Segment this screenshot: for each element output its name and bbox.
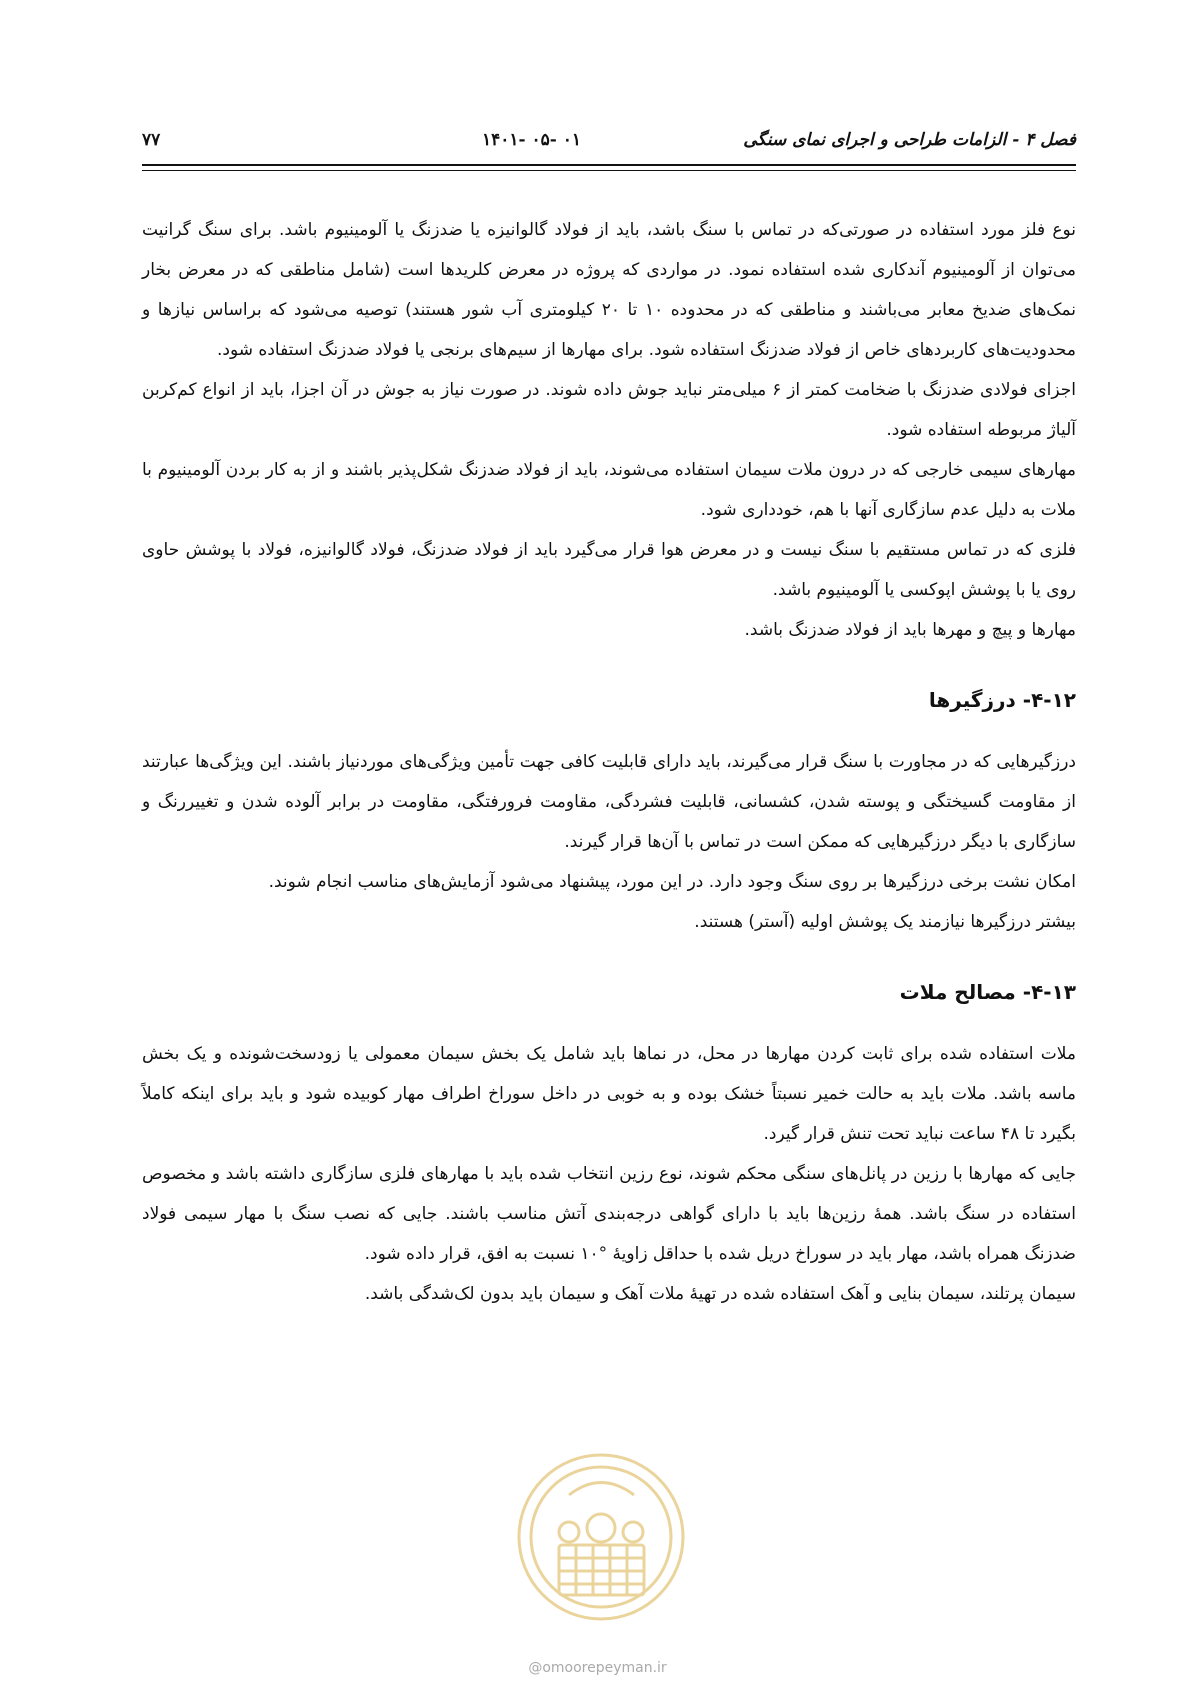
paragraph: مهارها و پیچ و مهرها باید از فولاد ضدزنگ باشد. bbox=[744, 620, 1076, 640]
seal-stamp-icon bbox=[514, 1450, 689, 1625]
section-heading-mortar: ۴-۱۳- مصالح ملات bbox=[899, 980, 1076, 1004]
header-date: ۰۱ -۰۵ -۱۴۰۱ bbox=[482, 130, 582, 150]
page-header bbox=[142, 122, 1076, 156]
paragraph: امکان نشت برخی درزگیرها بر روی سنگ وجود دارد. در این مورد، پیشنهاد می‌شود آزمایش‌های مناسب انجام شوند. bbox=[268, 872, 1076, 892]
paragraph: نوع فلز مورد استفاده در صورتی‌که در تماس با سنگ باشد، باید از فولاد گالوانیزه یا ضدزنگ یا آلومینیوم باشد. برای سنگ گرانیت می‌توان از آلومینیوم آندکاری شده استفاده نمود. در مواردی که پروژه در معرض کلریدها است (شامل مناطقی که در معرض بخار نمک‌های ضدیخ معابر می‌باشند و مناطقی که در محدوده ۱۰ تا ۲۰ کیلومتری آب شور هستند) توصیه می‌شود که براساس نیازها و محدودیت‌های کاربردهای خاص از فولاد ضدزنگ استفاده شود. برای مهارها از سیم‌های برنجی یا فولاد ضدزنگ استفاده شود. bbox=[142, 220, 1077, 360]
paragraph: بیشتر درزگیرها نیازمند یک پوشش اولیه (آستر) هستند. bbox=[694, 912, 1076, 932]
chapter-title: فصل ۴ - الزامات طراحی و اجرای نمای سنگی bbox=[743, 130, 1076, 150]
paragraph: سیمان پرتلند، سیمان بنایی و آهک استفاده شده در تهیهٔ ملات آهک و سیمان باید بدون لک‌شدگی باشد. bbox=[364, 1284, 1076, 1304]
header-rule-thin bbox=[142, 170, 1076, 171]
main-content bbox=[142, 210, 1076, 1314]
paragraph: مهارهای سیمی خارجی که در درون ملات سیمان استفاده می‌شوند، باید از فولاد ضدزنگ شکل‌پذیر باشند و از به کار بردن آلومینیوم با ملات به دلیل عدم سازگاری آنها با هم، خودداری شود. bbox=[142, 460, 1076, 520]
paragraph: اجزای فولادی ضدزنگ با ضخامت کمتر از ۶ میلی‌متر نباید جوش داده شوند. در صورت نیاز به جوش در آن اجزا، باید از انواع کم‌کربن آلیاژ مربوطه استفاده شود. bbox=[142, 380, 1077, 440]
page-number: ۷۷ bbox=[142, 130, 161, 150]
watermark-text: @omoorepeyman.ir bbox=[528, 1660, 667, 1676]
section-heading-sealants: ۴-۱۲- درزگیرها bbox=[928, 688, 1076, 712]
paragraph: فلزی که در تماس مستقیم با سنگ نیست و در معرض هوا قرار می‌گیرد باید از فولاد ضدزنگ، فولاد گالوانیزه، فولاد با پوشش حاوی روی یا با پوشش اپوکسی یا آلومینیوم باشد. bbox=[142, 540, 1076, 600]
paragraph: ملات استفاده شده برای ثابت کردن مهارها در محل، در نماها باید شامل یک بخش سیمان معمولی یا زودسخت‌شونده و یک بخش ماسه باشد. ملات باید به حالت خمیر نسبتاً خشک بوده و به خوبی در داخل سوراخ اطراف مهار کوبیده شود و باید برای اینکه کاملاً بگیرد تا ۴۸ ساعت نباید تحت تنش قرار گیرد. bbox=[142, 1044, 1076, 1144]
paragraph: جایی که مهارها با رزین در پانل‌های سنگی محکم شوند، نوع رزین انتخاب شده باید با مهارهای فلزی سازگاری داشته باشد و مخصوص استفاده در سنگ باشد. همهٔ رزین‌ها باید با دارای گواهی درجه‌بندی آتش مناسب باشند. جایی که نصب سنگ با مهار سیمی فولاد ضدزنگ همراه باشد، مهار باید در سوراخ دریل شده با حداقل زاویهٔ °۱۰ نسبت به افق، قرار داده شود. bbox=[142, 1164, 1076, 1264]
paragraph: درزگیرهایی که در مجاورت با سنگ قرار می‌گیرند، باید دارای قابلیت کافی جهت تأمین ویژگی‌های موردنیاز باشند. این ویژگی‌ها عبارتند از مقاومت گسیختگی و پوسته شدن، کشسانی، قابلیت فشردگی، مقاومت فرورفتگی، مقاومت در برابر آلوده شدن و تغییررنگ و سازگاری با دیگر درزگیرهایی که ممکن است در تماس با آن‌ها قرار گیرند. bbox=[142, 752, 1076, 852]
header-rule-thick bbox=[142, 164, 1076, 166]
